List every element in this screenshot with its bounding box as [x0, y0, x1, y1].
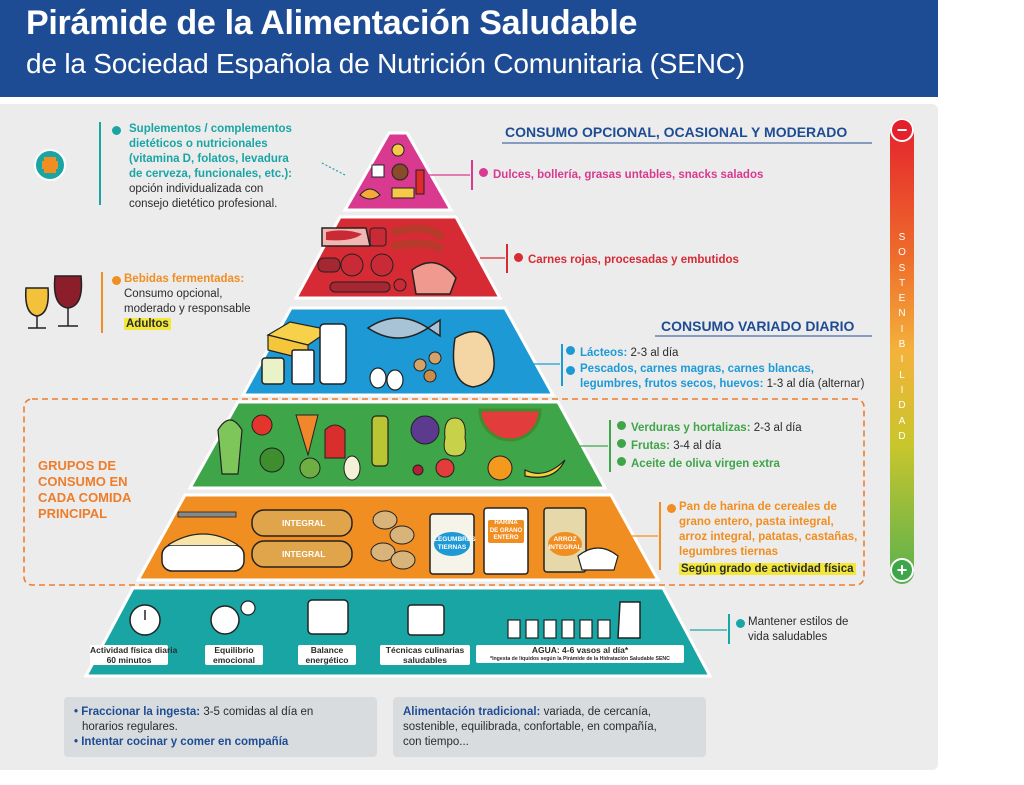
- sustainability-letter: B: [898, 339, 906, 351]
- integral-label-1: INTEGRAL: [282, 518, 326, 528]
- plus-icon: +: [890, 558, 914, 582]
- activity-label: Actividad física diaria 60 minutos: [90, 645, 178, 665]
- lifestyle-note: Mantener estilos de vida saludables: [736, 615, 848, 645]
- veg-note: Verduras y hortalizas: 2-3 al día: [617, 421, 802, 436]
- sustainability-letter: S: [898, 262, 906, 274]
- legumbres-label: LEGUMBRES TIERNAS: [434, 532, 470, 556]
- sustainability-letter: L: [899, 369, 905, 381]
- sustainability-letter: N: [898, 308, 906, 320]
- supplements-note: Suplementos / complementos dietéticos o nutricionales (vitamina D, folatos, levadura de cerveza, funcionales, etc.): opción individualizada con consejo dietético profesional.: [112, 122, 292, 212]
- footer-right-box: Alimentación tradicional: variada, de cercanía, sostenible, equilibrada, confortable, en compañía, con tiempo...: [393, 697, 706, 757]
- harina-label: HARINA DE GRANO ENTERO: [489, 520, 523, 541]
- adults-highlight: Adultos: [126, 318, 169, 330]
- wine-glasses-icon: [26, 276, 82, 328]
- oil-note: Aceite de oliva virgen extra: [617, 457, 780, 472]
- page-title: Pirámide de la Alimentación Saludable: [26, 4, 638, 42]
- footer-left-box: • Fraccionar la ingesta: 3-5 comidas al día en horarios regulares. • Intentar cocinar y comer en compañía: [64, 697, 377, 757]
- sustainability-letter: D: [898, 400, 906, 412]
- beverages-note: Bebidas fermentadas: Consumo opcional, moderado y responsable Adultos: [112, 272, 251, 332]
- sustainability-letter: A: [898, 415, 906, 427]
- emotional-label: Equilibrio emocional: [205, 645, 263, 665]
- groups-label: GRUPOS DE CONSUMO EN CADA COMIDA PRINCIPAL: [38, 458, 132, 521]
- sustainability-letter: T: [898, 277, 906, 289]
- meats-note: Carnes rojas, procesadas y embutidos: [514, 253, 739, 268]
- activity-highlight: Según grado de actividad física: [681, 563, 854, 575]
- sustainability-letter: I: [900, 354, 904, 366]
- protein-note: Pescados, carnes magras, carnes blancas, legumbres, frutos secos, huevos: 1-3 al día (alternar): [566, 362, 864, 392]
- integral-label-2: INTEGRAL: [282, 549, 326, 559]
- page-subtitle: de la Sociedad Española de Nutrición Comunitaria (SENC): [26, 48, 745, 79]
- sustainability-letter: I: [900, 323, 904, 335]
- minus-icon: −: [890, 118, 914, 142]
- sustainability-letter: O: [898, 247, 906, 259]
- arroz-label: ARROZ INTEGRAL: [548, 532, 582, 556]
- cereals-note: Pan de harina de cereales de grano entero, pasta integral, arroz integral, patatas, castañas, legumbres tiernas Según grado de actividad física: [667, 500, 857, 577]
- balance-label: Balance energético: [298, 645, 356, 665]
- optional-consumption-heading: CONSUMO OPCIONAL, OCASIONAL Y MODERADO: [505, 124, 848, 140]
- sustainability-letter: S: [898, 232, 906, 243]
- fruit-note: Frutas: 3-4 al día: [617, 439, 721, 454]
- cooking-label: Técnicas culinarias saludables: [380, 645, 470, 665]
- dairy-note: Lácteos: 2-3 al día: [566, 346, 678, 361]
- sustainability-letter: D: [898, 430, 906, 442]
- sustainability-letter: E: [898, 293, 906, 305]
- sweets-note: Dulces, bollería, grasas untables, snacks salados: [479, 168, 763, 183]
- water-label: AGUA: 4-6 vasos al día* *Ingesta de líquidos según la Pirámide de la Hidratación Saludable SENC: [476, 645, 684, 663]
- daily-consumption-heading: CONSUMO VARIADO DIARIO: [661, 318, 855, 334]
- sustainability-letter: I: [900, 384, 904, 396]
- sustainability-label: [890, 230, 914, 444]
